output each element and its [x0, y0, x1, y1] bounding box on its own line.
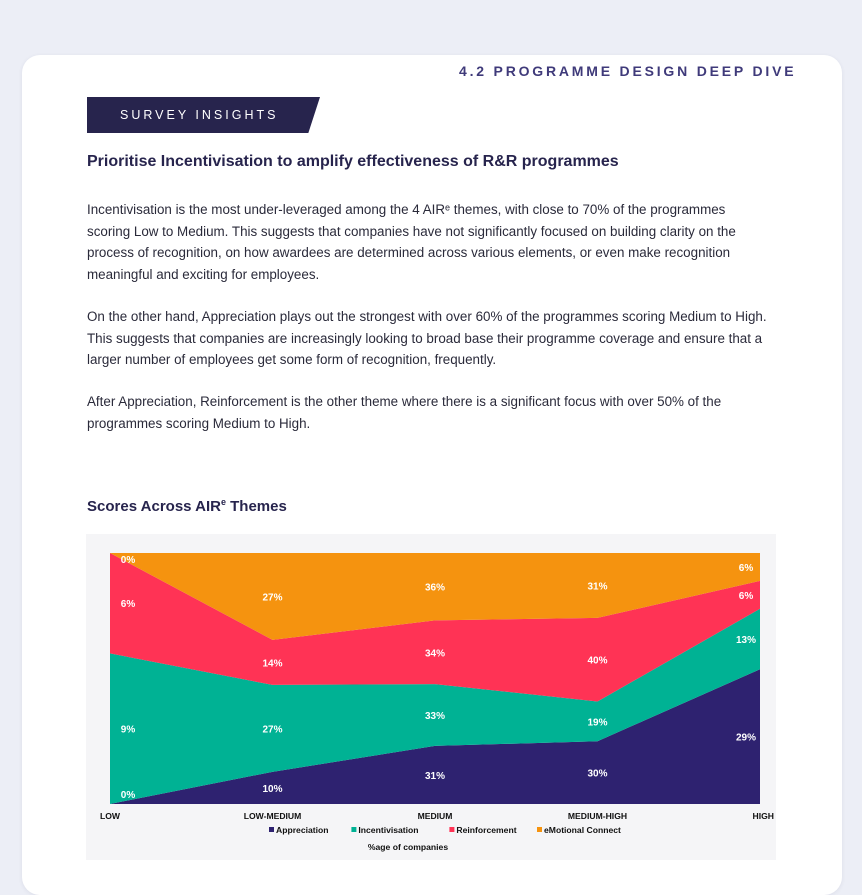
paragraph-appreciation: On the other hand, Appreciation plays out the strongest with over 60% of the programmes scoring Medium to High. This suggests that companies are increasingly looking to broad base their programme coverage and ensure that a larger number of employees get some form of recognition, frequently. — [87, 309, 767, 367]
paragraph-reinforcement: After Appreciation, Reinforcement is the other theme where there is a significant focus with over 50% of the programmes scoring Medium to High. — [87, 394, 722, 431]
legend-swatch-emotional-connect — [537, 827, 542, 832]
legend-swatch-incentivisation — [351, 827, 356, 832]
chart-title-end: Themes — [225, 498, 287, 515]
data-label-incentivisation-high: 13% — [735, 634, 757, 646]
chart-title-superscript: e — [220, 497, 226, 507]
data-label-reinforcement-low: 6% — [120, 599, 136, 611]
data-label-appreciation-high: 29% — [735, 732, 757, 744]
data-label-incentivisation-medium: 33% — [424, 711, 446, 723]
data-label-appreciation-medium: 31% — [424, 770, 446, 782]
data-label-reinforcement-low-medium: 14% — [262, 658, 283, 670]
data-label-appreciation-low: 0% — [120, 790, 136, 801]
data-label-emotional-connect-high: 6% — [738, 562, 754, 574]
legend-swatch-appreciation — [269, 827, 274, 832]
data-label-emotional-connect-low-medium: 27% — [262, 592, 283, 604]
x-tick-low-medium: LOW-MEDIUM — [243, 811, 302, 821]
data-label-emotional-connect-medium-high: 31% — [587, 581, 608, 593]
paragraph-incentivisation: Incentivisation is the most under-leveraged among the 4 AIRᵉ themes, with close to 70% of the programmes scoring Low to Medium. This suggests that companies have not significantly focused on building clarity on the process of recognition, on how awardees are determined across various elements, or even make recognition meaningful and exciting for employees. — [87, 202, 736, 282]
chart-title-main: Scores Across AIR — [87, 498, 221, 515]
data-label-emotional-connect-low: 0% — [120, 555, 136, 566]
data-label-incentivisation-medium-high: 19% — [587, 717, 608, 729]
data-label-incentivisation-low: 9% — [120, 724, 136, 736]
section-title: 4.2 PROGRAMME DESIGN DEEP DIVE — [459, 63, 797, 79]
data-label-appreciation-medium-high: 30% — [587, 768, 608, 780]
chart-container — [86, 534, 776, 860]
x-tick-medium-high: MEDIUM-HIGH — [567, 811, 628, 821]
x-tick-low: LOW — [100, 811, 121, 821]
data-label-incentivisation-low-medium: 27% — [262, 724, 283, 736]
data-label-reinforcement-high: 6% — [738, 590, 754, 602]
legend-swatch-reinforcement — [449, 827, 454, 832]
x-axis-label: %age of companies — [367, 842, 449, 852]
x-tick-medium: MEDIUM — [417, 811, 453, 821]
data-label-reinforcement-medium-high: 40% — [587, 655, 608, 667]
chart-title — [87, 497, 287, 515]
legend-label-appreciation: Appreciation — [276, 825, 329, 835]
banner-label: SURVEY INSIGHTS — [120, 108, 279, 122]
data-label-reinforcement-medium: 34% — [424, 648, 446, 660]
x-tick-high: HIGH — [752, 811, 774, 821]
data-label-appreciation-low-medium: 10% — [262, 783, 283, 795]
stacked-area-chart — [86, 534, 776, 860]
legend-label-reinforcement: Reinforcement — [456, 825, 517, 835]
legend-label-incentivisation: Incentivisation — [358, 825, 419, 835]
data-label-emotional-connect-medium: 36% — [424, 582, 446, 594]
legend-label-emotional-connect: eMotional Connect — [544, 825, 621, 835]
article-heading: Prioritise Incentivisation to amplify effectiveness of R&R programmes — [87, 153, 619, 170]
